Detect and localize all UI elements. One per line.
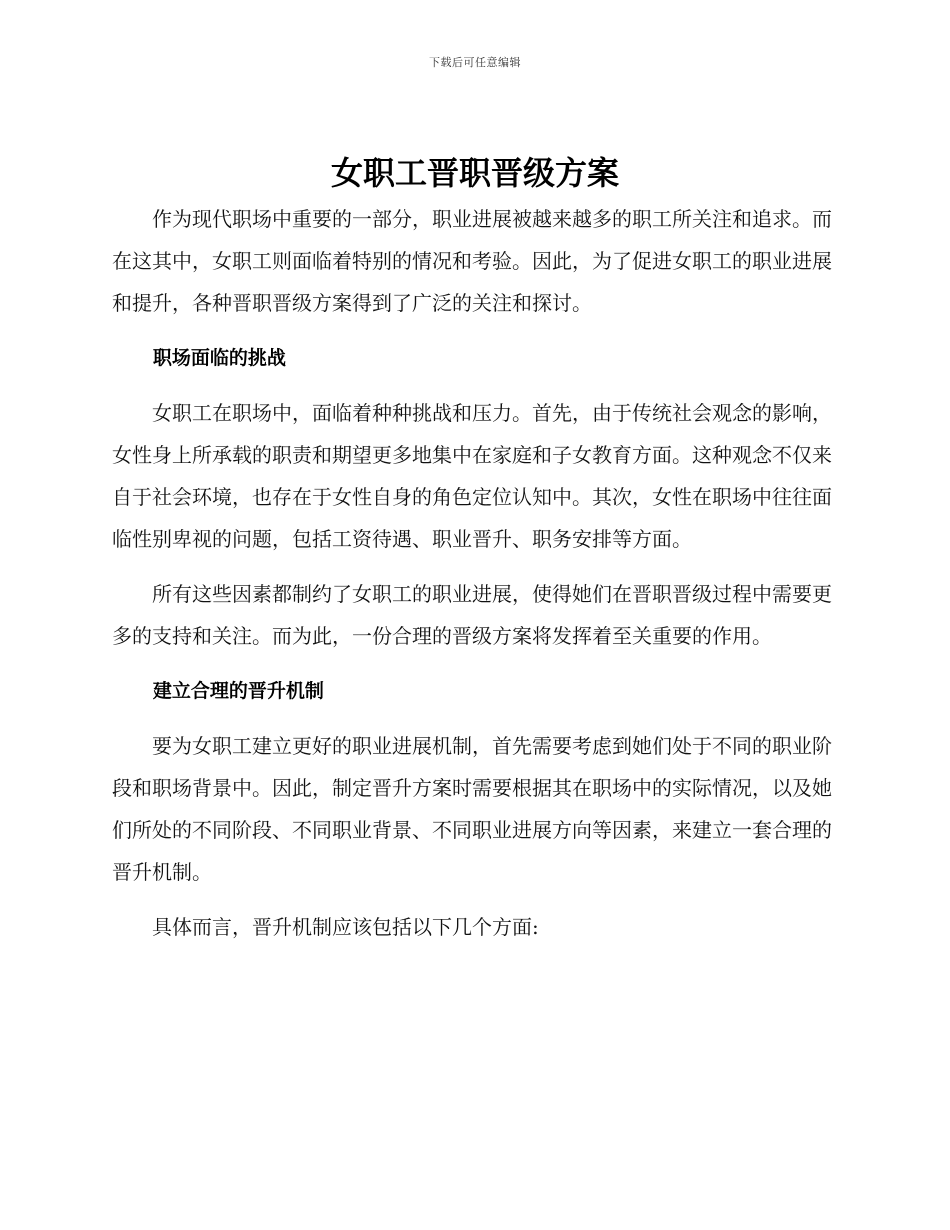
document-body — [112, 198, 832, 961]
body-paragraph: 要为女职工建立更好的职业进展机制，首先需要考虑到她们处于不同的职业阶段和职场背景中。因此，制定晋升方案时需要根据其在职场中的实际情况，以及她们所处的不同阶段、不同职业背景、不同职业进展方向等因素，来建立一套合理的晋升机制。 — [112, 734, 832, 884]
body-paragraph: 所有这些因素都制约了女职工的职业进展，使得她们在晋职晋级过程中需要更多的支持和关注。而为此，一份合理的晋级方案将发挥着至关重要的作用。 — [112, 582, 832, 648]
section-heading: 职场面临的挑战 — [152, 347, 286, 369]
body-paragraph: 女职工在职场中，面临着种种挑战和压力。首先，由于传统社会观念的影响，女性身上所承载的职责和期望更多地集中在家庭和子女教育方面。这种观念不仅来自于社会环境，也存在于女性自身的角色定位认知中。其次，女性在职场中往往面临性别卑视的问题，包括工资待遇、职业晋升、职务安排等方面。 — [112, 401, 832, 551]
body-paragraph: 具体而言，晋升机制应该包括以下几个方面: — [152, 915, 539, 939]
section-heading: 建立合理的晋升机制 — [152, 680, 324, 702]
body-paragraph: 作为现代职场中重要的一部分，职业进展被越来越多的职工所关注和追求。而在这其中，女职工则面临着特别的情况和考验。因此，为了促进女职工的职业进展和提升，各种晋职晋级方案得到了广泛的关注和探讨。 — [112, 207, 832, 315]
header-note: 下载后可任意编辑 — [429, 56, 521, 69]
document-title: 女职工晋职晋级方案 — [330, 154, 619, 192]
